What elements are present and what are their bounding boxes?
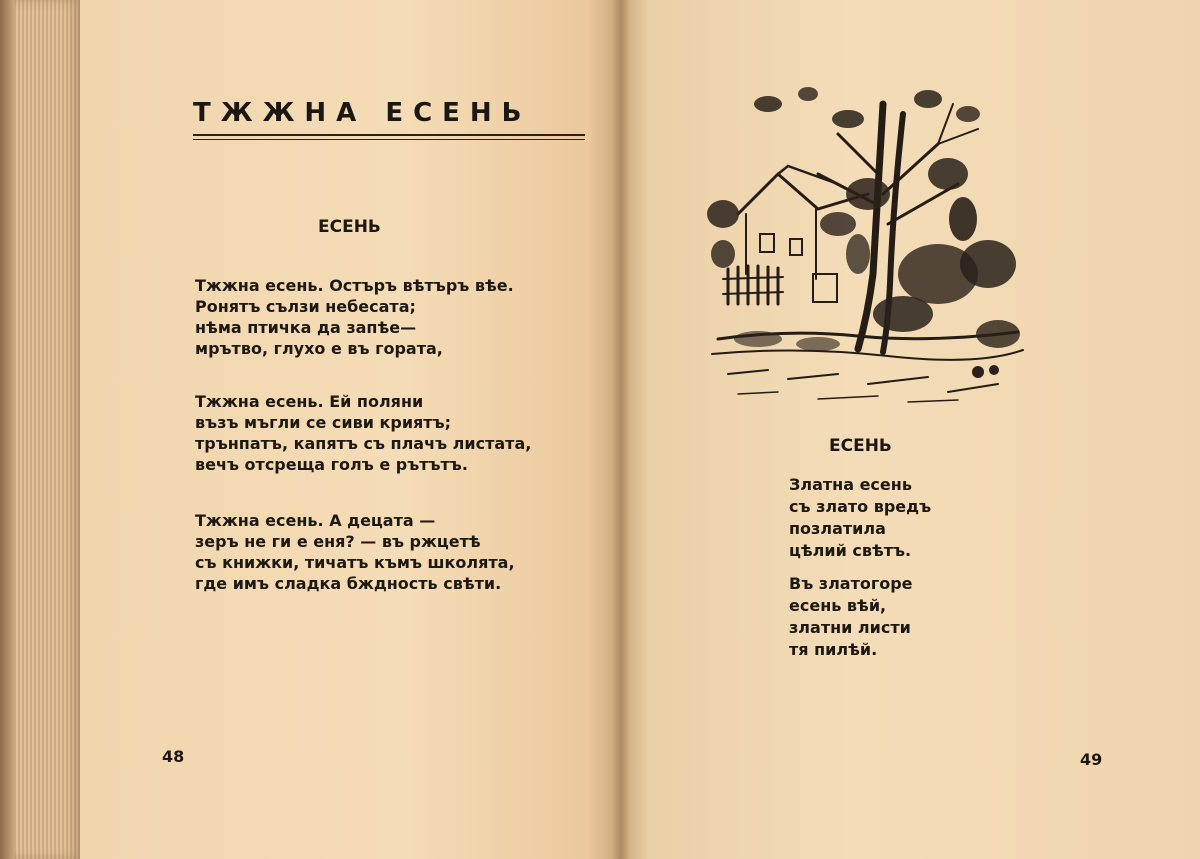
verse-line: съ злато вредъ: [789, 497, 932, 516]
verse-line: мрътво, глухо е въ гората,: [195, 339, 443, 358]
title-underline-thin: [193, 139, 585, 140]
verse-line: Въ златогоре: [789, 574, 913, 593]
verse-line: съ книжки, тичатъ къмъ школята,: [195, 553, 515, 572]
tree-house-sketch-icon: [698, 74, 1028, 408]
left-stanza-2: [195, 391, 531, 475]
verse-line: Тжжна есень. Остъръ вѣтъръ вѣе.: [195, 276, 514, 295]
verse-line: тя пилѣй.: [789, 640, 878, 659]
verse-line: Ронятъ сълзи небесата;: [195, 297, 416, 316]
verse-line: златни листи: [789, 618, 911, 637]
verse-line: Тжжна есень. А децата —: [195, 511, 436, 530]
verse-line: где имъ сладка бждность свѣти.: [195, 574, 502, 593]
section-title: ТЖЖНА ЕСЕНЬ: [193, 98, 532, 128]
verse-line: възъ мъгли се сиви криятъ;: [195, 413, 451, 432]
right-poem-title: ЕСЕНЬ: [829, 436, 892, 456]
left-poem-title: ЕСЕНЬ: [318, 217, 381, 237]
right-stanza-2: [789, 573, 913, 661]
left-stanza-1: [195, 275, 514, 359]
verse-line: Тжжна есень. Ей поляни: [195, 392, 424, 411]
verse-line: зеръ не ги е еня? — въ ржцетѣ: [195, 532, 481, 551]
verse-line: позлатила: [789, 519, 886, 538]
book-gutter: [612, 0, 630, 859]
verse-line: вечъ отсреща голъ е рътътъ.: [195, 455, 468, 474]
verse-line: трънпатъ, капятъ съ плачъ листата,: [195, 434, 532, 453]
right-page-number: 49: [1080, 750, 1103, 769]
left-stanza-3: [195, 510, 515, 594]
verse-line: нѣма птичка да запѣе—: [195, 318, 417, 337]
right-stanza-1: [789, 474, 931, 562]
left-page-number: 48: [162, 747, 185, 766]
title-underline: [193, 134, 585, 136]
verse-line: цѣлий свѣтъ.: [789, 541, 912, 560]
page-edges: [0, 0, 80, 859]
verse-line: Златна есень: [789, 475, 912, 494]
verse-line: есень вѣй,: [789, 596, 887, 615]
